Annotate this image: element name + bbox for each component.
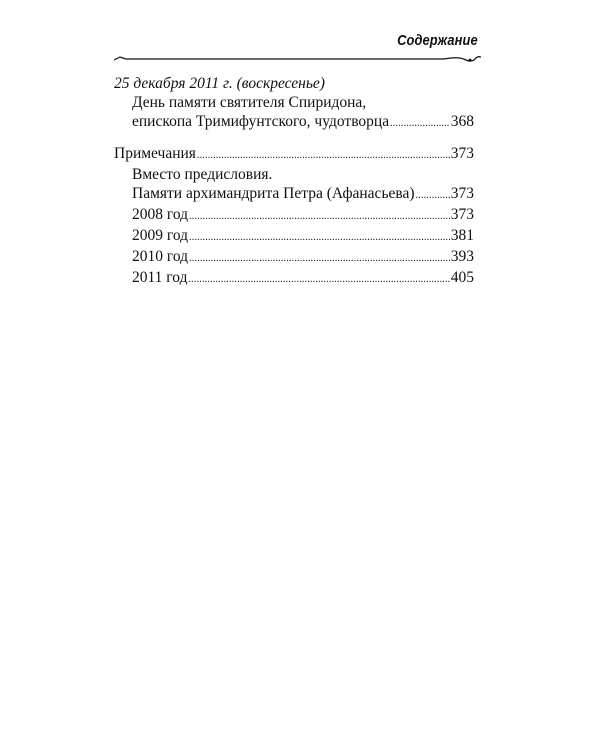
dot-leader	[416, 184, 450, 205]
table-of-contents	[114, 74, 474, 289]
toc-entry-spiridon-line1: День памяти святителя Спиридона,	[132, 94, 367, 111]
toc-entry-2009[interactable]	[114, 226, 474, 247]
dot-leader	[189, 247, 450, 268]
toc-entry-spiridon[interactable]	[114, 112, 474, 133]
dot-leader	[189, 205, 450, 226]
dot-leader	[390, 112, 450, 133]
toc-page-number: 405	[450, 269, 474, 286]
toc-section-date: 25 декабря 2011 г. (воскресенье)	[114, 75, 325, 92]
toc-entry-title: Памяти архимандрита Петра (Афанасьева)	[132, 185, 415, 202]
dot-leader	[197, 144, 450, 165]
ornamental-rule	[114, 54, 481, 64]
dot-leader	[188, 268, 449, 289]
toc-entry-title: епископа Тримифунтского, чудотворца	[132, 113, 390, 130]
toc-entry-2010[interactable]	[114, 247, 474, 268]
toc-page-number: 368	[450, 113, 474, 130]
toc-entry-preface-line1: Вместо предисловия.	[132, 166, 273, 183]
toc-page-number: 373	[450, 145, 474, 162]
toc-entry-title: 2009 год	[132, 227, 189, 244]
running-title: Содержание	[397, 32, 478, 49]
toc-entry-2011[interactable]	[114, 268, 474, 289]
dot-leader	[189, 226, 450, 247]
toc-entry-notes[interactable]	[114, 144, 474, 165]
toc-entry-2008[interactable]	[114, 205, 474, 226]
toc-page-number: 381	[450, 227, 474, 244]
toc-page-number: 393	[450, 248, 474, 265]
toc-entry-title: 2011 год	[132, 269, 188, 286]
toc-page-number: 373	[450, 206, 474, 223]
toc-entry-title: 2010 год	[132, 248, 189, 265]
toc-entry-title: Примечания	[114, 145, 196, 162]
toc-entry-preface[interactable]	[114, 184, 474, 205]
toc-page-number: 373	[450, 185, 474, 202]
toc-entry-title: 2008 год	[132, 206, 189, 223]
